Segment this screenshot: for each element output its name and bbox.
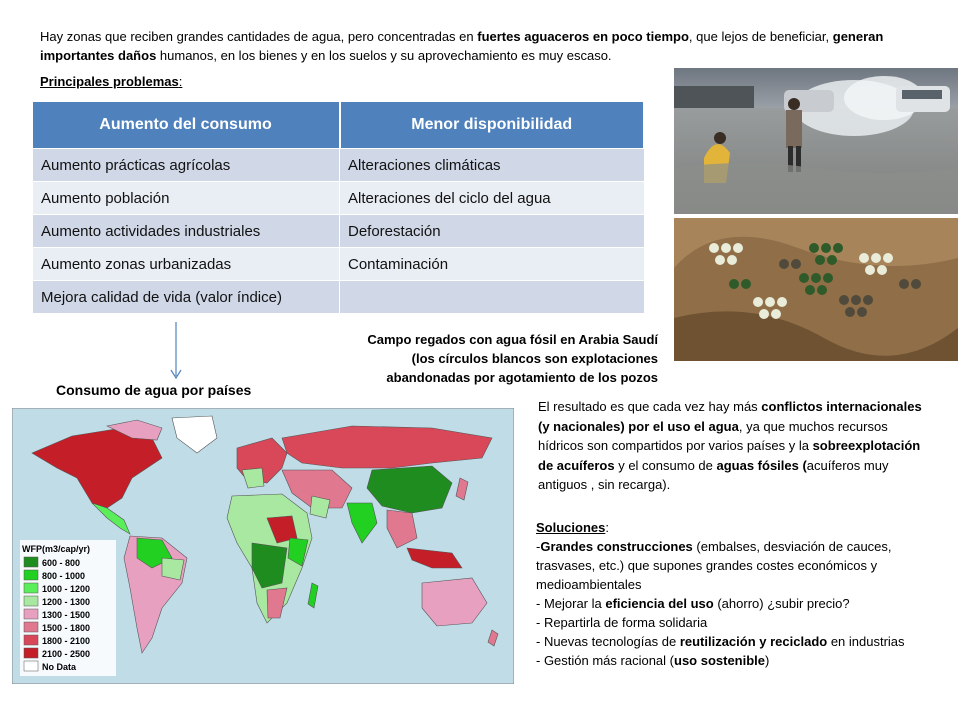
map-legend [20,540,116,676]
table-cell: Aumento actividades industriales [33,215,340,248]
crop-circles-photo [674,218,958,361]
table-cell: Alteraciones climáticas [340,149,645,182]
caption-line: abandonadas por agotamiento de los pozos [386,370,658,385]
legend-swatch [24,596,38,606]
solution-prefix: - Mejorar la [536,596,606,611]
solution-text: ) [765,653,770,668]
intro-bold-2: generan importantes daños [40,29,884,63]
map-title: Consumo de agua por países [56,382,252,398]
result-bold: sobreexplotación de acuíferos [538,438,921,473]
solution-prefix: - [536,539,541,554]
legend-label: 1200 - 1300 [42,597,91,607]
solution-item [536,651,936,670]
table-cell: Aumento prácticas agrícolas [33,149,340,182]
caption-line: (los círculos blancos son explotaciones [411,351,658,366]
problems-heading-colon: : [178,74,183,89]
world-water-map [12,408,514,684]
legend-label: No Data [42,662,77,672]
table-cell [340,281,645,314]
legend-swatch [24,635,38,645]
solution-prefix: - Gestión más racional ( [536,653,674,668]
table-row [33,182,645,215]
solution-item [536,537,936,594]
table-header-row [33,102,645,149]
table-row [33,149,645,182]
flood-photo [674,68,958,214]
table-row [33,281,645,314]
intro-paragraph [40,27,920,65]
table-cell: Contaminación [340,248,645,281]
solution-prefix: - Nuevas tecnologías de [536,634,680,649]
solution-item [536,594,936,613]
legend-swatch [24,622,38,632]
table-header-consumption: Aumento del consumo [33,102,340,149]
result-text: , ya que muchos recursos hídricos son compartidos por varios países y la [538,418,888,453]
solution-item [536,632,936,651]
solution-bold: eficiencia del uso [605,596,714,611]
legend-swatch [24,661,38,671]
legend-label: 800 - 1000 [42,571,86,581]
solution-text: (embalses, desviación de cauces, trasvases, etc.) que supones grandes costes económicos y medioambientales [536,539,892,592]
solutions-block [536,518,936,670]
table-cell: Mejora calidad de vida (valor índice) [33,281,340,314]
legend-label: 1300 - 1500 [42,610,91,620]
legend-swatch [24,570,38,580]
result-text: acuíferos muy antiguos , sin recarga). [538,457,889,492]
solution-item: - Repartirla de forma solidaria [536,615,708,630]
caption-line: Campo regados con agua fósil en Arabia Saudí [367,332,658,347]
problems-heading-text: Principales problemas [40,74,179,89]
legend-label: 2100 - 2500 [42,649,91,659]
table-header-availability: Menor disponibilidad [340,102,645,149]
solution-bold: reutilización y reciclado [679,634,828,649]
legend-label: 600 - 800 [42,558,81,568]
table-row [33,215,645,248]
table-row [33,248,645,281]
legend-label: 1800 - 2100 [42,636,91,646]
intro-text-1: Hay zonas que reciben grandes cantidades de agua, pero concentradas en [40,29,478,44]
table-cell: Aumento zonas urbanizadas [33,248,340,281]
intro-bold-1: fuertes aguaceros en poco tiempo [477,29,689,44]
result-text: y el consumo de [614,457,717,473]
legend-label: 1500 - 1800 [42,623,91,633]
result-bold: conflictos internacionales (y nacionales) por el uso el agua [538,399,922,434]
table-cell: Alteraciones del ciclo del agua [340,182,645,215]
legend-title: WFP(m3/cap/yr) [22,544,91,554]
intro-text-2: , que lejos de beneficiar, [688,29,833,44]
table-cell: Deforestación [340,215,645,248]
legend-swatch [24,648,38,658]
solution-bold: uso sostenible [674,653,766,668]
table-cell: Aumento población [33,182,340,215]
solutions-title: Soluciones [536,520,606,535]
photo-caption [320,330,658,387]
problems-heading [40,74,182,89]
solution-bold: Grandes construcciones [540,539,693,554]
down-arrow-icon [166,322,186,382]
legend-swatch [24,609,38,619]
solution-text: en industrias [827,634,905,649]
intro-text-3: humanos, en los bienes y en los suelos y su aprovechamiento es muy escaso. [156,48,612,63]
solutions-colon: : [605,520,609,535]
result-paragraph [538,397,928,495]
problems-table [32,102,645,314]
solution-text: (ahorro) ¿subir precio? [713,596,850,611]
legend-label: 1000 - 1200 [42,584,91,594]
legend-swatch [24,557,38,567]
result-bold: aguas fósiles ( [716,457,807,473]
legend-swatch [24,583,38,593]
result-text: El resultado es que cada vez hay más [538,399,762,414]
solutions-heading [536,518,936,537]
